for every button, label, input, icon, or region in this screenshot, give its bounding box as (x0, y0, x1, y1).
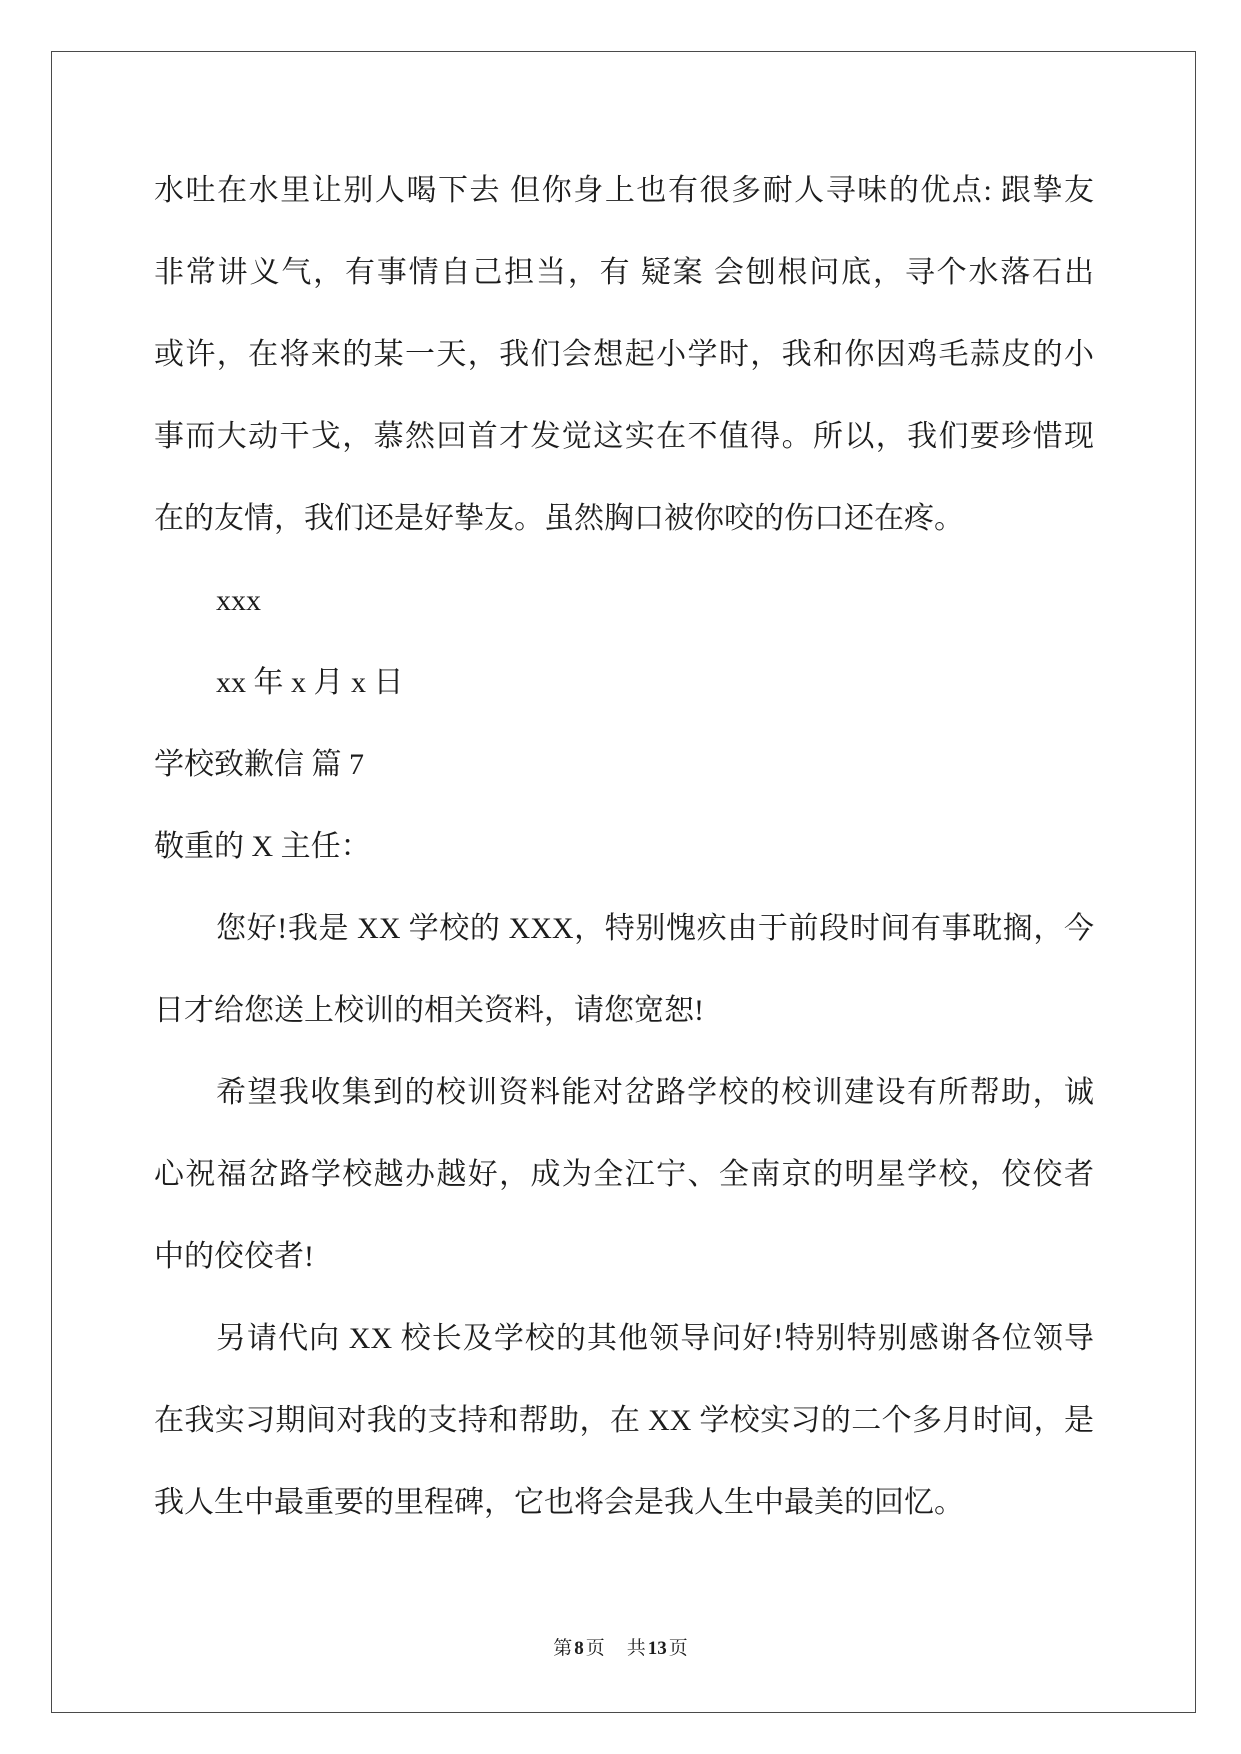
paragraph-line: 另请代向 XX 校长及学校的其他领导问好!特别特别感谢各位领导 (216, 1322, 1094, 1355)
total-label-suffix: 页 (668, 1638, 688, 1659)
paragraph-line: 日才给您送上校训的相关资料，请您宽恕! (154, 994, 704, 1027)
page-number: 8 (574, 1638, 584, 1659)
letter-text-line: 非常讲义气，有事情自己担当，有 疑案 会刨根问底，寻个水落石出 (154, 256, 1094, 289)
letter-text-line: 水吐在水里让别人喝下去 但你身上也有很多耐人寻味的优点: 跟挚友 (154, 174, 1094, 207)
letter-text-line: 事而大动干戈，慕然回首才发觉这实在不值得。所以，我们要珍惜现 (154, 420, 1094, 453)
paragraph-line: 心祝福岔路学校越办越好，成为全江宁、全南京的明星学校，佼佼者 (154, 1158, 1094, 1191)
page-label-prefix: 第 (553, 1638, 573, 1659)
page-label-suffix: 页 (585, 1638, 605, 1659)
paragraph-line: 中的佼佼者! (154, 1240, 314, 1273)
document-body (154, 150, 1094, 1544)
signature-name: xxx (216, 584, 261, 617)
total-label-prefix: 共 (626, 1638, 646, 1659)
signature-date: xx 年 x 月 x 日 (216, 666, 404, 699)
section-heading: 学校致歉信 篇 7 (154, 748, 364, 781)
salutation: 敬重的 X 主任： (154, 830, 371, 863)
page-footer (0, 1637, 1241, 1661)
letter-text-line: 或许，在将来的某一天，我们会想起小学时，我和你因鸡毛蒜皮的小 (154, 338, 1094, 371)
paragraph-line: 我人生中最重要的里程碑，它也将会是我人生中最美的回忆。 (154, 1486, 964, 1519)
total-pages: 13 (647, 1638, 667, 1659)
paragraph-line: 希望我收集到的校训资料能对岔路学校的校训建设有所帮助，诚 (216, 1076, 1094, 1109)
letter-text-line: 在的友情，我们还是好挚友。虽然胸口被你咬的伤口还在疼。 (154, 502, 964, 535)
paragraph-line: 在我实习期间对我的支持和帮助，在 XX 学校实习的二个多月时间，是 (154, 1404, 1094, 1437)
paragraph-line: 您好!我是 XX 学校的 XXX，特别愧疚由于前段时间有事耽搁，今 (216, 912, 1094, 945)
